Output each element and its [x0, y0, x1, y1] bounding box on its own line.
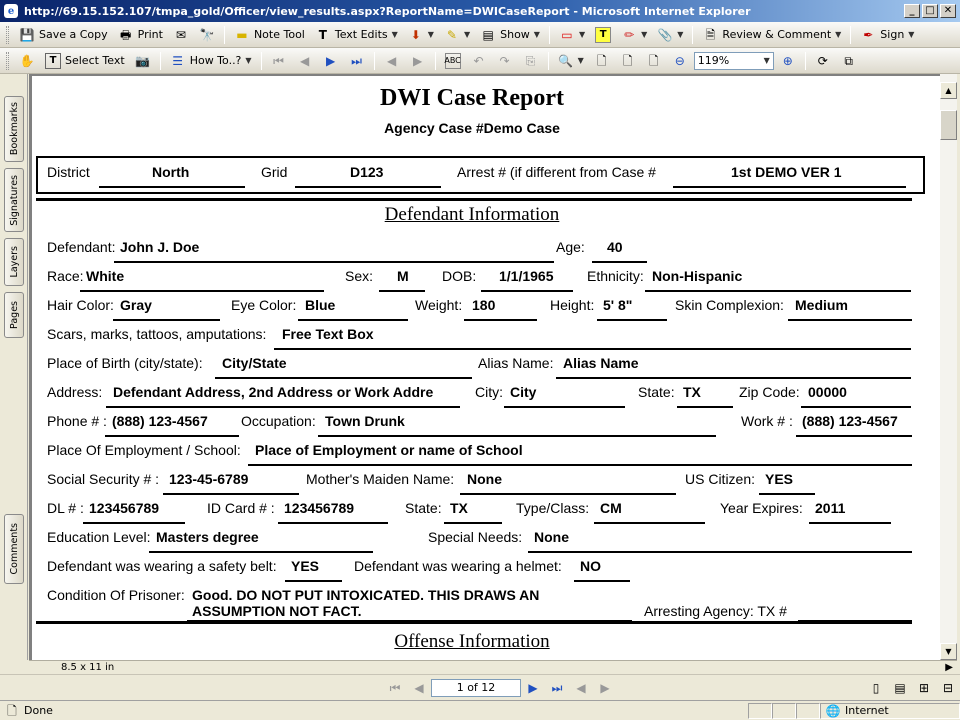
review-icon: 🗎: [705, 27, 716, 42]
attach-button[interactable]: [653, 25, 687, 45]
page-icon: 🗋: [596, 53, 607, 68]
printer-icon: 🖶: [119, 27, 132, 42]
tab-comments[interactable]: [4, 514, 24, 584]
document-view[interactable]: [29, 74, 940, 660]
height-label: Height:: [550, 297, 595, 313]
occupation-value: Town Drunk: [325, 413, 405, 429]
single-page-icon: ▯: [872, 680, 880, 695]
binoculars-icon: 🔭: [199, 27, 215, 42]
phone-label: Phone # :: [47, 413, 107, 429]
zoom-level-value: 119%: [697, 54, 730, 67]
nav-next-page-button[interactable]: [521, 678, 545, 698]
camera-icon: 📷: [135, 53, 151, 68]
city-value: City: [510, 384, 537, 400]
tab-signatures-label: Signatures: [8, 174, 20, 226]
class-label: Type/Class:: [516, 500, 590, 516]
fit-width-icon: 🗋: [648, 53, 659, 68]
ssn-value: 123-45-6789: [169, 471, 249, 487]
next-icon: ▶: [528, 680, 538, 695]
grid-label: Grid: [261, 164, 288, 180]
undo-button[interactable]: [467, 51, 491, 71]
save-icon: 💾: [19, 27, 35, 42]
snapshot-button[interactable]: [131, 51, 155, 71]
nav-back-button[interactable]: [569, 678, 593, 698]
undo-icon: ↶: [473, 53, 484, 68]
expires-label: Year Expires:: [720, 500, 803, 516]
offense-section-title: Offense Information: [394, 631, 550, 652]
select-text-label: Select Text: [65, 54, 125, 67]
actual-size-button[interactable]: [590, 51, 614, 71]
chevron-down-icon: ▼: [641, 30, 648, 39]
facing-icon: ⊞: [918, 680, 930, 695]
first-page-icon: ⏮: [273, 53, 284, 68]
fit-page-button[interactable]: [616, 51, 640, 71]
chevron-down-icon: ▼: [391, 30, 398, 39]
toolbar-grip[interactable]: [6, 26, 9, 44]
highlighter-icon: ✎: [446, 27, 457, 42]
chevron-down-icon: ▼: [463, 30, 471, 39]
ethnicity-label: Ethnicity:: [587, 268, 644, 284]
tab-pages[interactable]: [4, 292, 24, 338]
alias-label: Alias Name:: [478, 355, 554, 371]
rotate-icon: ⟳: [817, 53, 828, 68]
zoom-level-field[interactable]: [694, 52, 774, 70]
save-copy-label: Save a Copy: [39, 28, 108, 41]
city-label: City:: [475, 384, 503, 400]
highlight-button[interactable]: [440, 25, 474, 45]
pencil-icon: ✏: [624, 27, 635, 42]
scroll-down-button[interactable]: ▼: [940, 643, 957, 660]
forward-circle-icon: ▶: [412, 53, 423, 68]
address-label: Address:: [47, 384, 103, 400]
continuous-facing-button[interactable]: [936, 678, 960, 698]
grid-value: D123: [350, 164, 384, 180]
next-icon: ▶: [325, 53, 336, 68]
belt-label: Defendant was wearing a safety belt:: [47, 558, 277, 574]
single-page-button[interactable]: [864, 678, 888, 698]
textbox-icon: T: [595, 27, 611, 43]
weight-value: 180: [472, 297, 496, 313]
work-label: Work # :: [741, 413, 793, 429]
back-circle-icon: ◀: [576, 680, 586, 695]
chevron-down-icon: ▼: [533, 30, 540, 39]
save-copy-button[interactable]: [15, 25, 112, 45]
chevron-down-icon: ▼: [835, 30, 842, 39]
spellcheck-icon: ABC: [445, 53, 461, 69]
pdf-page: [32, 76, 940, 660]
redo-button[interactable]: [493, 51, 517, 71]
tab-bookmarks[interactable]: [4, 96, 24, 162]
condition-value-line1: Good. DO NOT PUT INTOXICATED. THIS DRAWS AN: [192, 587, 540, 603]
first-page-icon: ⏮: [389, 680, 401, 695]
page-number-field[interactable]: 1 of 12: [431, 679, 521, 697]
status-text: Done: [24, 704, 53, 717]
sign-label: Sign: [880, 28, 905, 41]
pencil-tool-button[interactable]: [617, 25, 651, 45]
pages-panel-button[interactable]: [837, 51, 861, 71]
help-list-icon: ☰: [172, 53, 184, 68]
facing-button[interactable]: [912, 678, 936, 698]
weight-label: Weight:: [415, 297, 463, 313]
height-value: 5' 8": [603, 297, 633, 313]
scars-value: Free Text Box: [282, 326, 374, 342]
note-tool-label: Note Tool: [253, 28, 305, 41]
pob-label: Place of Birth (city/state):: [47, 355, 203, 371]
state-label: State:: [638, 384, 675, 400]
hand-tool-button[interactable]: [15, 51, 39, 71]
continuous-button[interactable]: [888, 678, 912, 698]
zip-value: 00000: [808, 384, 847, 400]
select-text-button[interactable]: [41, 51, 129, 71]
copy-button[interactable]: [519, 51, 543, 71]
rectangle-icon: ▭: [561, 27, 573, 42]
sex-label: Sex:: [345, 268, 374, 284]
status-bar: [0, 700, 960, 720]
pob-value: City/State: [222, 355, 287, 371]
eye-label: Eye Color:: [231, 297, 297, 313]
zone-label: Internet: [845, 704, 889, 717]
horizontal-scrollbar[interactable]: [29, 660, 957, 674]
needs-value: None: [534, 529, 569, 545]
rotate-button[interactable]: [811, 51, 835, 71]
chevron-down-icon: ▼: [908, 30, 915, 39]
agency-case: Agency Case #Demo Case: [384, 120, 560, 136]
hair-label: Hair Color:: [47, 297, 114, 313]
ethnicity-value: Non-Hispanic: [652, 268, 743, 284]
tab-layers[interactable]: [4, 238, 24, 286]
last-page-icon: ⏭: [551, 680, 563, 695]
tab-comments-label: Comments: [8, 523, 20, 575]
defendant-section-title: Defendant Information: [384, 204, 560, 225]
skin-label: Skin Complexion:: [675, 297, 784, 313]
education-value: Masters degree: [156, 529, 259, 545]
zoom-out-button[interactable]: [668, 51, 692, 71]
zip-label: Zip Code:: [739, 384, 800, 400]
dl-value: 123456789: [89, 500, 160, 516]
nav-forward-button[interactable]: [593, 678, 617, 698]
zoom-out-icon: ⊖: [674, 53, 685, 68]
note-icon: ▬: [236, 27, 248, 42]
security-zone: [820, 703, 960, 719]
nav-first-page-button[interactable]: [383, 678, 407, 698]
forward-button[interactable]: [406, 51, 430, 71]
vertical-scrollbar[interactable]: [940, 74, 957, 660]
spell-check-button[interactable]: [441, 51, 465, 71]
chevron-down-icon: ▼: [427, 30, 434, 39]
select-text-icon: T: [45, 53, 61, 69]
search-button[interactable]: [195, 25, 219, 45]
close-button[interactable]: ✕: [940, 4, 956, 18]
helmet-value: NO: [580, 558, 601, 574]
textbox-tool-button[interactable]: [591, 25, 615, 45]
scroll-up-button[interactable]: ▲: [940, 82, 957, 99]
email-button[interactable]: [169, 25, 193, 45]
magnifier-icon: 🔍: [558, 53, 574, 68]
previous-page-button[interactable]: [293, 51, 317, 71]
dl-label: DL # :: [47, 500, 84, 516]
arrest-label: Arrest # (if different from Case #: [457, 164, 656, 180]
zoom-tool-button[interactable]: [554, 51, 588, 71]
dl-state-label: State:: [405, 500, 442, 516]
citizen-label: US Citizen:: [685, 471, 756, 487]
continuous-facing-icon: ⊟: [942, 680, 954, 695]
tab-pages-label: Pages: [8, 301, 20, 329]
last-page-button[interactable]: [345, 51, 369, 71]
citizen-value: YES: [765, 471, 794, 487]
nav-previous-page-button[interactable]: [407, 678, 431, 698]
fit-page-icon: 🗋: [622, 53, 633, 68]
ssn-label: Social Security # :: [47, 471, 160, 487]
race-value: White: [86, 268, 125, 284]
dob-value: 1/1/1965: [499, 268, 554, 284]
arrest-value: 1st DEMO VER 1: [731, 164, 842, 180]
window-title: http://69.15.152.107/tmpa_gold/Officer/view_results.aspx?ReportName=DWICaseReport - Microsoft Internet Explorer: [24, 4, 751, 18]
previous-icon: ◀: [414, 680, 424, 695]
maximize-button[interactable]: □: [922, 4, 938, 18]
continuous-icon: ▤: [894, 680, 906, 695]
nav-last-page-button[interactable]: [545, 678, 569, 698]
work-value: (888) 123-4567: [802, 413, 898, 429]
needs-label: Special Needs:: [428, 529, 523, 545]
address-value: Defendant Address, 2nd Address or Work Addre: [113, 384, 434, 400]
text-edits-button[interactable]: [311, 25, 402, 45]
age-label: Age:: [556, 239, 585, 255]
report-title: DWI Case Report: [380, 85, 564, 111]
text-edit-icon: T: [318, 27, 327, 42]
chevron-down-icon: ▼: [245, 56, 252, 65]
minimize-button[interactable]: _: [904, 4, 920, 18]
note-tool-button[interactable]: [230, 25, 309, 45]
toolbar-grip[interactable]: [6, 52, 9, 70]
skin-value: Medium: [795, 297, 848, 313]
age-value: 40: [607, 239, 623, 255]
tab-signatures[interactable]: [4, 168, 24, 232]
redo-icon: ↷: [499, 53, 510, 68]
scroll-thumb[interactable]: [940, 110, 957, 140]
review-comment-label: Review & Comment: [722, 28, 832, 41]
education-label: Education Level:: [47, 529, 151, 545]
eye-value: Blue: [305, 297, 336, 313]
email-icon: ✉: [175, 27, 186, 42]
hand-icon: ✋: [19, 53, 35, 68]
idcard-label: ID Card # :: [207, 500, 275, 516]
stamp-icon: ⬇: [410, 27, 421, 42]
how-to-label: How To..?: [189, 54, 242, 67]
condition-label: Condition Of Prisoner:: [47, 587, 185, 603]
first-page-button[interactable]: [267, 51, 291, 71]
district-value: North: [152, 164, 190, 180]
chevron-down-icon: ▼: [763, 56, 770, 65]
show-icon: ▤: [482, 27, 494, 42]
race-label: Race:: [47, 268, 84, 284]
page-navigation-bar: [0, 674, 960, 700]
occupation-label: Occupation:: [241, 413, 316, 429]
zoom-in-button[interactable]: [776, 51, 800, 71]
sign-button[interactable]: [856, 25, 918, 45]
zoom-in-icon: ⊕: [782, 53, 793, 68]
stamp-button[interactable]: [404, 25, 438, 45]
employment-label: Place Of Employment / School:: [47, 442, 241, 458]
back-button[interactable]: [380, 51, 404, 71]
name-value: John J. Doe: [120, 239, 200, 255]
rectangle-tool-button[interactable]: [555, 25, 589, 45]
condition-value-line2: ASSUMPTION NOT FACT.: [192, 603, 362, 619]
fit-width-button[interactable]: [642, 51, 666, 71]
scroll-right-button[interactable]: ▶: [945, 662, 953, 673]
text-edits-label: Text Edits: [334, 28, 388, 41]
scars-label: Scars, marks, tattoos, amputations:: [47, 326, 267, 342]
back-circle-icon: ◀: [386, 53, 397, 68]
paperclip-icon: 📎: [657, 27, 673, 42]
pages-icon: ⧉: [844, 53, 853, 68]
phone-value: (888) 123-4567: [112, 413, 208, 429]
page-size: 8.5 x 11 in: [61, 662, 115, 673]
globe-icon: 🌐: [825, 703, 841, 718]
print-button[interactable]: [114, 25, 167, 45]
employment-value: Place of Employment or name of School: [255, 442, 523, 458]
state-value: TX: [683, 384, 701, 400]
pen-icon: ✒: [863, 27, 874, 42]
show-label: Show: [500, 28, 530, 41]
belt-value: YES: [291, 558, 320, 574]
arresting-agency-label: Arresting Agency: TX #: [644, 603, 787, 619]
chevron-down-icon: ▼: [677, 30, 684, 39]
chevron-down-icon: ▼: [577, 56, 584, 65]
dl-state-value: TX: [450, 500, 468, 516]
ie-icon: e: [4, 4, 18, 18]
previous-icon: ◀: [299, 53, 310, 68]
next-page-button[interactable]: [319, 51, 343, 71]
last-page-icon: ⏭: [351, 53, 362, 68]
review-comment-button[interactable]: [698, 25, 845, 45]
name-label: Defendant:: [47, 239, 116, 255]
maiden-value: None: [467, 471, 502, 487]
maiden-label: Mother's Maiden Name:: [306, 471, 455, 487]
navigation-pane: [0, 74, 28, 660]
alias-value: Alias Name: [563, 355, 639, 371]
page-done-icon: 🗋: [7, 703, 17, 718]
expires-value: 2011: [815, 500, 846, 516]
idcard-value: 123456789: [284, 500, 355, 516]
show-button[interactable]: [476, 25, 544, 45]
print-label: Print: [137, 28, 163, 41]
district-label: District: [47, 164, 90, 180]
dob-label: DOB:: [442, 268, 477, 284]
copy-icon: ⎘: [525, 53, 536, 68]
acrobat-toolbar-main: [0, 22, 960, 48]
hair-value: Gray: [120, 297, 152, 313]
chevron-down-icon: ▼: [578, 30, 586, 39]
title-bar: [0, 0, 960, 22]
how-to-button[interactable]: [166, 51, 256, 71]
tab-layers-label: Layers: [8, 246, 20, 278]
forward-circle-icon: ▶: [600, 680, 610, 695]
tab-bookmarks-label: Bookmarks: [8, 102, 20, 156]
helmet-label: Defendant was wearing a helmet:: [354, 558, 562, 574]
sex-value: M: [397, 268, 409, 284]
acrobat-toolbar-tools: [0, 48, 960, 74]
class-value: CM: [600, 500, 622, 516]
